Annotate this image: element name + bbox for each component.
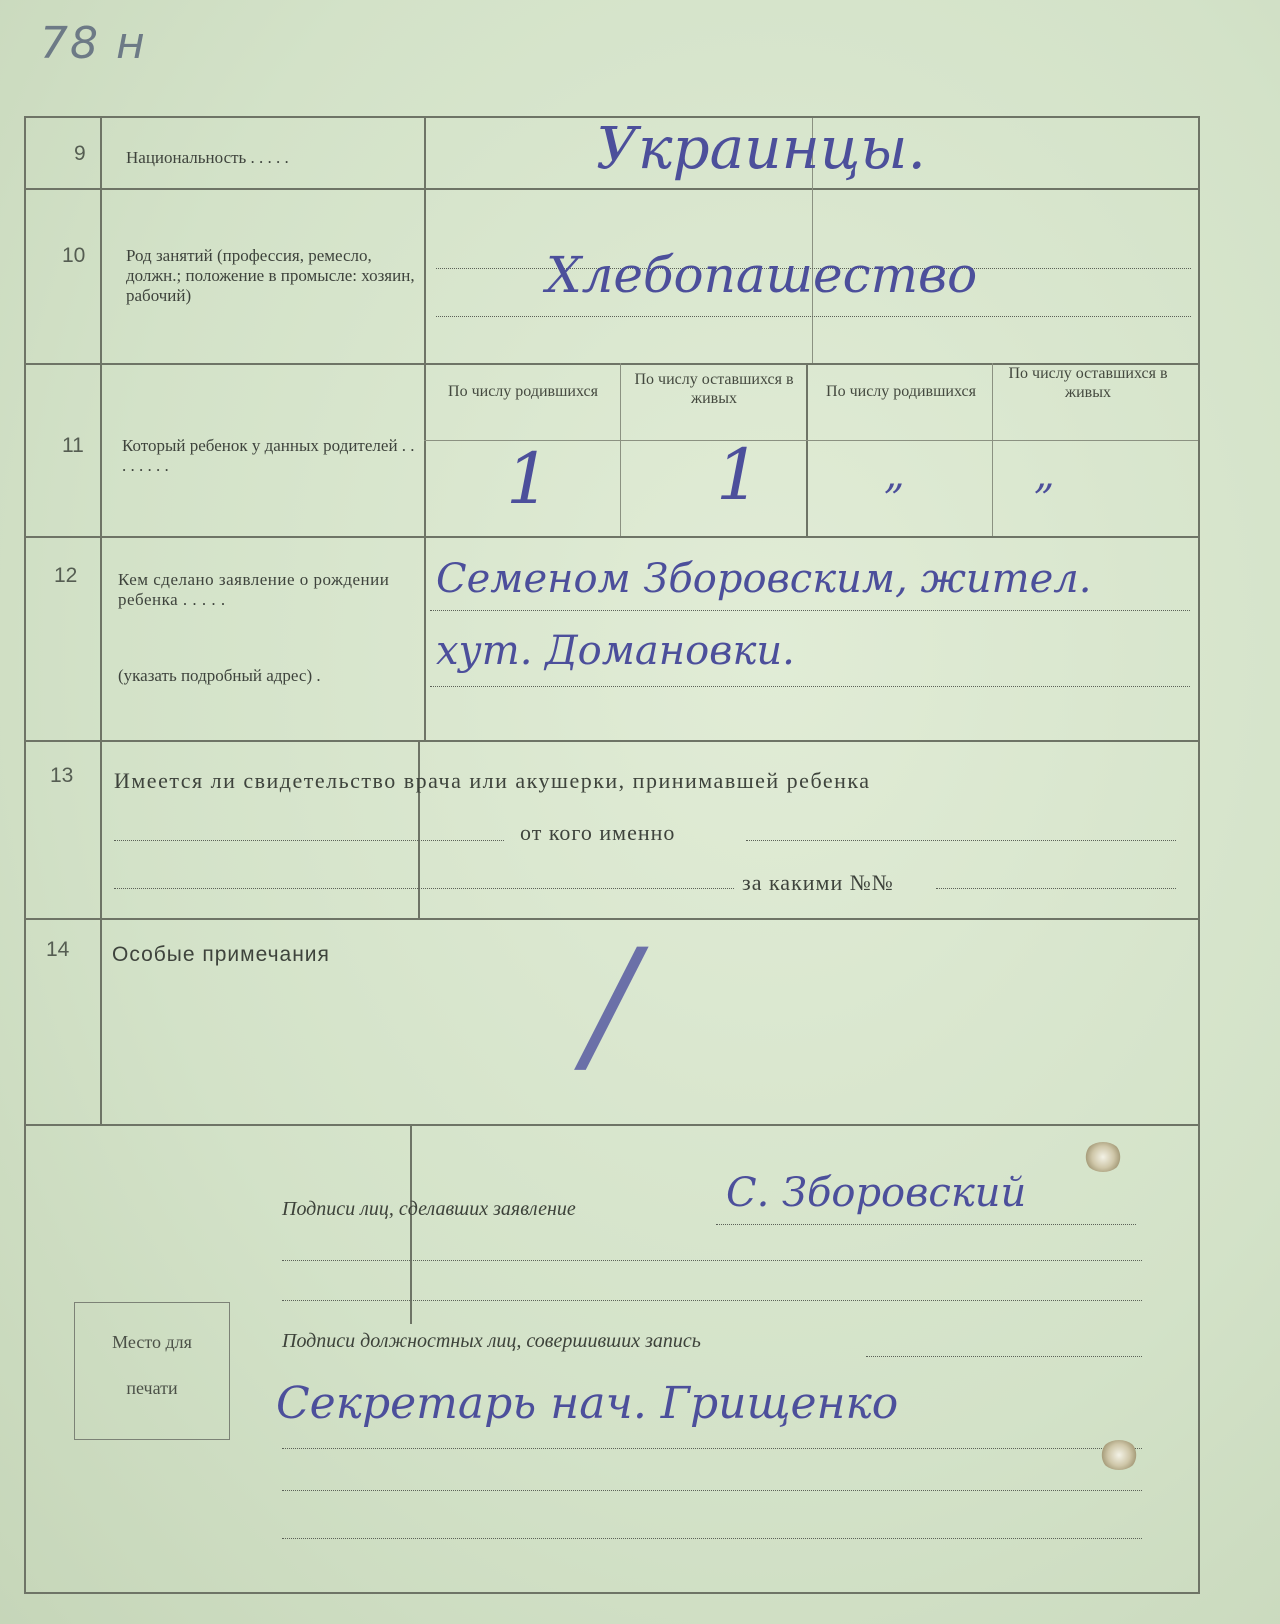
- stamp-label-line1: Место для: [112, 1332, 192, 1352]
- occupation-label: Род занятий (профессия, ремесло, должн.; положение в промысле: хозяин, рабочий): [126, 246, 415, 305]
- occupation-value: Хлебопашество: [546, 246, 978, 304]
- doctor-certificate-question: Имеется ли свидетельство врача или акушерки, принимавшей ребенка: [114, 768, 871, 793]
- born-count-value: 1: [506, 438, 551, 520]
- nationality-label: Национальность . . . . .: [126, 148, 289, 167]
- living-count-value: 1: [716, 434, 761, 516]
- numbers-label: за какими №№: [742, 870, 894, 895]
- child-order-label: Который ребенок у данных родителей . . . . . . . .: [122, 436, 415, 475]
- corner-note: 78 н: [40, 18, 147, 69]
- officials-signature-value: Секретарь нач. Грищенко: [276, 1378, 899, 1429]
- col-born-1: По числу родившихся: [448, 383, 598, 400]
- row-10-number: 10: [62, 244, 86, 267]
- col-living-2: По числу оставшихся в живых: [1008, 365, 1168, 401]
- applicant-value: Семеном Зборовским, жител.: [436, 556, 1092, 602]
- row-13-number: 13: [50, 764, 74, 787]
- punch-hole-top: [1084, 1142, 1122, 1172]
- stamp-place: [74, 1302, 230, 1440]
- nationality-value: Украинцы.: [596, 114, 926, 182]
- stamp-label-line2: печати: [126, 1378, 178, 1398]
- row-14-number: 14: [46, 938, 70, 961]
- special-notes-value: /: [586, 918, 637, 1092]
- from-whom-label: от кого именно: [520, 820, 676, 845]
- col-born-2: По числу родившихся: [826, 383, 976, 400]
- row-12-number: 12: [54, 564, 78, 587]
- living-count-2-value: „: [1034, 452, 1055, 498]
- applicant-label: Кем сделано заявление о рождении ребенка . . . . .: [118, 570, 390, 609]
- address-label: (указать подробный адрес) .: [118, 666, 321, 685]
- born-count-2-value: „: [884, 452, 905, 498]
- col-living-1: По числу оставшихся в живых: [634, 371, 794, 407]
- applicant-address-value: хут. Домановки.: [436, 628, 795, 674]
- row-11-number: 11: [62, 434, 84, 457]
- applicants-signature-label: Подписи лиц, сделавших заявление: [282, 1198, 576, 1220]
- officials-signature-label: Подписи должностных лиц, совершивших запись: [282, 1330, 701, 1352]
- applicants-signature-value: С. Зборовский: [726, 1170, 1027, 1216]
- punch-hole-bottom: [1100, 1440, 1138, 1470]
- row-9-number: 9: [74, 142, 86, 165]
- special-notes-label: Особые примечания: [112, 943, 330, 966]
